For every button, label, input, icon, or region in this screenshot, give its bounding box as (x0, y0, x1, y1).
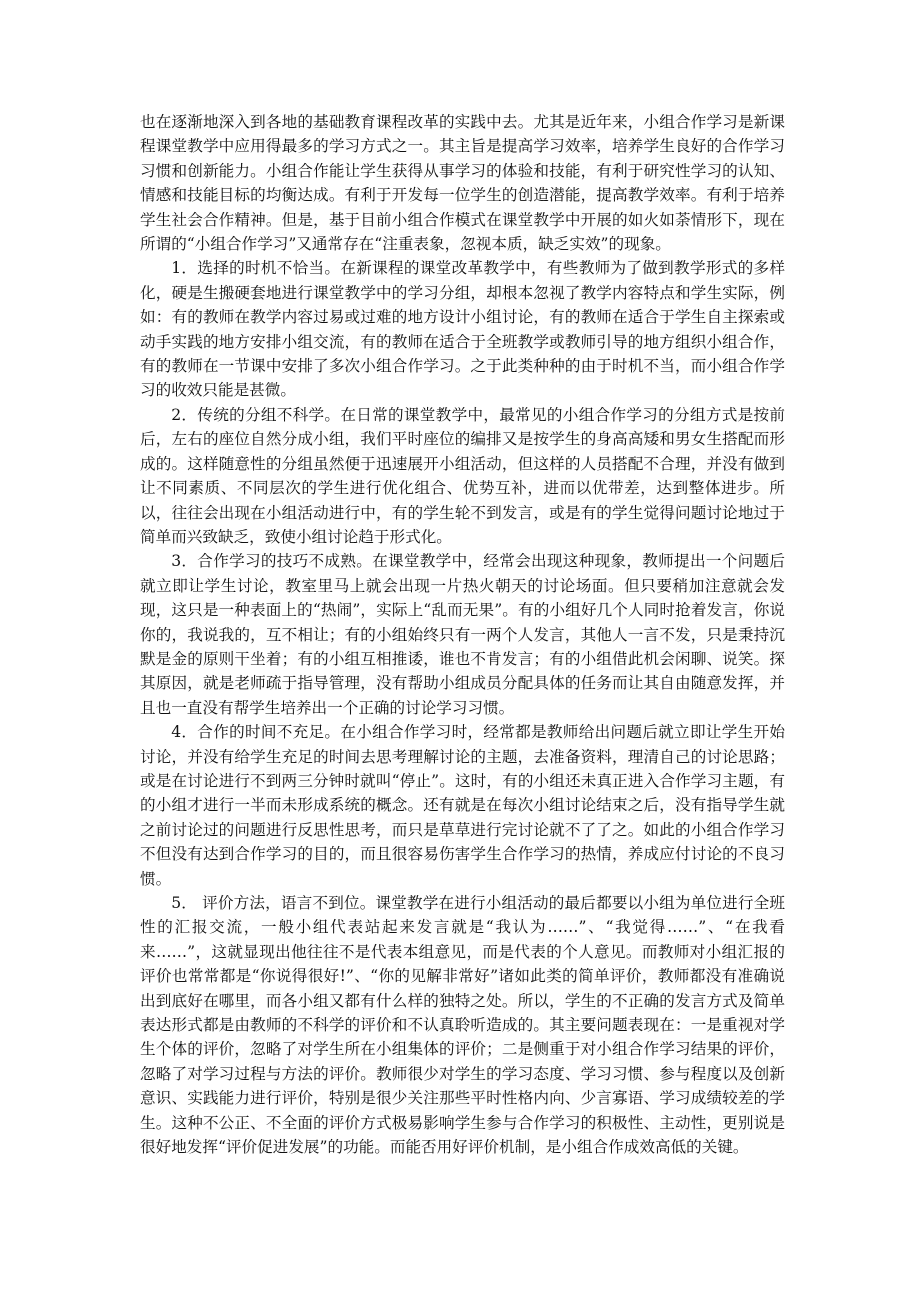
paragraph-intro-continued: 也在逐渐地深入到各地的基础教育课程改革的实践中去。尤其是近年来，小组合作学习是新课程课堂教学中应用得最多的学习方式之一。其主旨是提高学习效率，培养学生良好的合作学习习惯和创新能力。小组合作能让学生获得从事学习的体验和技能，有利于研究性学习的认知、情感和技能目标的均衡达成。有利于开发每一位学生的创造潜能，提高教学效率。有利于培养学生社会合作精神。但是，基于目前小组合作模式在课堂教学中开展的如火如荼情形下，现在所谓的“小组合作学习”又通常存在“注重表象，忽视本质，缺乏实效”的现象。 (140, 113, 785, 254)
paragraph-point-3-skills: 3．合作学习的技巧不成熟。在课堂教学中，经常会出现这种现象，教师提出一个问题后就立即让学生讨论，教室里马上就会出现一片热火朝天的讨论场面。但只要稍加注意就会发现，这只是一种表面上的“热闹”，实际上“乱而无果”。有的小组好几个人同时抢着发言，你说你的，我说我的，互不相让；有的小组始终只有一两个人发言，其他人一言不发，只是秉持沉默是金的原则干坐着；有的小组互相推诿，谁也不肯发言；有的小组借此机会闲聊、说笑。探其原因，就是老师疏于指导管理，没有帮助小组成员分配具体的任务而让其自由随意发挥，并且也一直没有帮学生培养出一个正确的讨论学习习惯。 (140, 552, 785, 717)
paragraph-point-1-timing: 1．选择的时机不恰当。在新课程的课堂改革教学中，有些教师为了做到教学形式的多样化，硬是生搬硬套地进行课堂教学中的学习分组，却根本忽视了教学内容特点和学生实际，例如：有的教师在教学内容过易或过难的地方设计小组讨论，有的教师在适合于学生自主探索或动手实践的地方安排小组交流，有的教师在适合于全班教学或教师引导的地方组织小组合作，有的教师在一节课中安排了多次小组合作学习。之于此类种种的由于时机不当，而小组合作学习的收效只能是甚微。 (140, 259, 785, 400)
paragraph-point-4-time: 4．合作的时间不充足。在小组合作学习时，经常都是教师给出问题后就立即让学生开始讨论，并没有给学生充足的时间去思考理解讨论的主题，去准备资料，理清自己的讨论思路；或是在讨论进行不到两三分钟时就叫“停止”。这时，有的小组还未真正进入合作学习主题，有的小组才进行一半而未形成系统的概念。还有就是在每次小组讨论结束之后，没有指导学生就之前讨论过的问题进行反思性思考，而只是草草进行完讨论就不了了之。如此的小组合作学习不但没有达到合作学习的目的，而且很容易伤害学生合作学习的热情，养成应付讨论的不良习惯。 (140, 723, 785, 888)
paragraph-point-5-evaluation: 5． 评价方法，语言不到位。课堂教学在进行小组活动的最后都要以小组为单位进行全班性的汇报交流，一般小组代表站起来发言就是“我认为……”、“我觉得……”、“在我看来……”，这就显现出他往往不是代表本组意见，而是代表的个人意见。而教师对小组汇报的评价也常常都是“你说得很好!”、“你的见解非常好”诸如此类的简单评价，教师都没有准确说出到底好在哪里，而各小组又都有什么样的独特之处。所以，学生的不正确的发言方式及简单表达形式都是由教师的不科学的评价和不认真聆听造成的。其主要问题表现在：一是重视对学生个体的评价，忽略了对学生所在小组集体的评价；二是侧重于对小组合作学习结果的评价，忽略了对学习过程与方法的评价。教师很少对学生的学习态度、学习习惯、参与程度以及创新意识、实践能力进行评价，特别是很少关注那些平时性格内向、少言寡语、学习成绩较差的学生。这种不公正、不全面的评价方式极易影响学生参与合作学习的积极性、主动性，更别说是很好地发挥“评价促进发展”的功能。而能否用好评价机制，是小组合作成效高低的关键。 (140, 894, 785, 1157)
document-body (140, 110, 785, 1159)
paragraph-point-2-grouping: 2．传统的分组不科学。在日常的课堂教学中，最常见的小组合作学习的分组方式是按前后，左右的座位自然分成小组，我们平时座位的编排又是按学生的身高高矮和男女生搭配而形成的。这样随意性的分组虽然便于迅速展开小组活动，但这样的人员搭配不合理，并没有做到让不同素质、不同层次的学生进行优化组合、优势互补，进而以优带差，达到整体进步。所以，往往会出现在小组活动进行中，有的学生轮不到发言，或是有的学生觉得问题讨论地过于简单而兴致缺乏，致使小组讨论趋于形式化。 (140, 405, 785, 546)
